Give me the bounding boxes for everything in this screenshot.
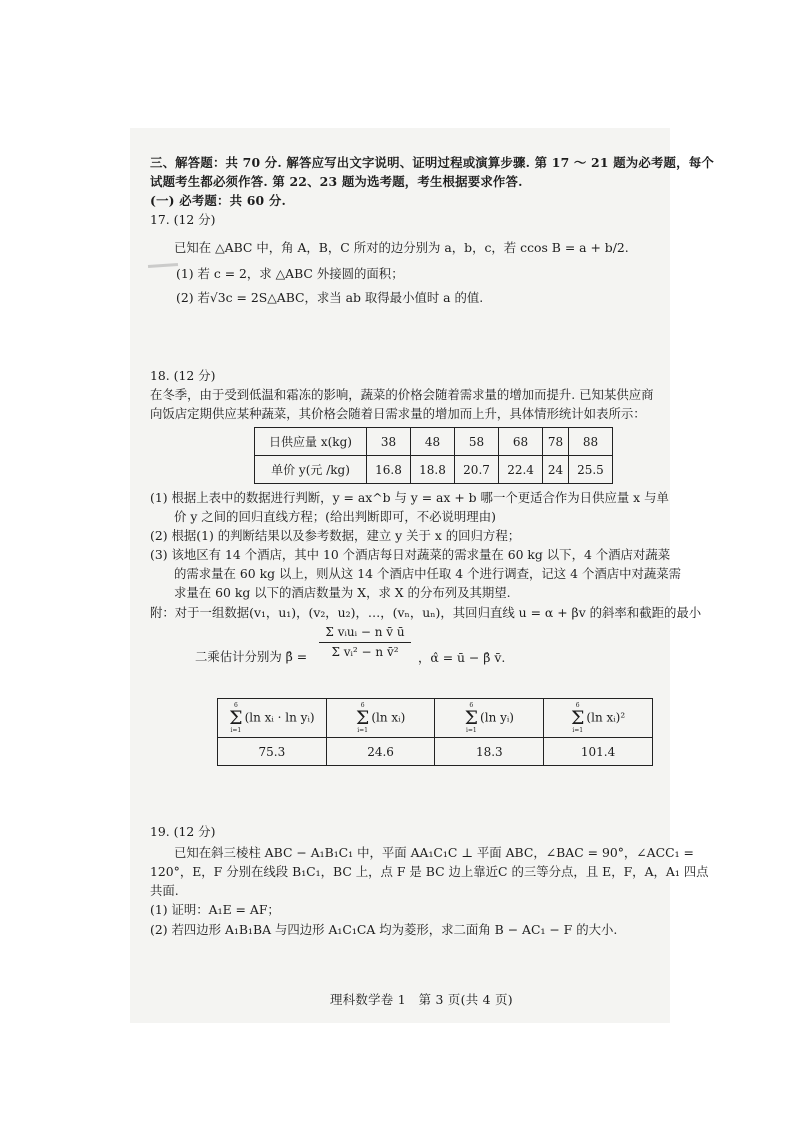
table-cell: 38 <box>367 428 411 456</box>
table-cell-header: 6 Σ i=1 (ln xᵢ) <box>326 699 435 738</box>
table-cell-header: 日供应量 x(kg) <box>255 428 367 456</box>
table-cell: 58 <box>455 428 499 456</box>
table-cell: 68 <box>499 428 543 456</box>
q17-part2: (2) 若√3c = 2S△ABC，求当 ab 取得最小值时 a 的值. <box>176 290 484 305</box>
regression-formula-fraction <box>319 625 411 659</box>
table-cell: 24 <box>543 456 569 484</box>
q18-part1-line2: 价 y 之间的回归直线方程；(给出判断即可，不必说明理由) <box>174 509 496 524</box>
fraction-bar <box>319 642 411 643</box>
q18-part3-line2: 的需求量在 60 kg 以上，则从这 14 个酒店中任取 4 个进行调查，记这 4 个酒店中对蔬菜需 <box>174 566 682 581</box>
q18-part3-line1: (3) 该地区有 14 个酒店，其中 10 个酒店每日对蔬菜的需求量在 60 kg 以下，4 个酒店对蔬菜 <box>150 547 671 562</box>
table-cell-header: 单价 y(元 /kg) <box>255 456 367 484</box>
table-cell: 16.8 <box>367 456 411 484</box>
q18-part3-line3: 求量在 60 kg 以下的酒店数量为 X，求 X 的分布列及其期望. <box>174 585 511 600</box>
q18-part1-line1: (1) 根据上表中的数据进行判断，y = ax^b 与 y = ax + b 哪一个更适合作为日供应量 x 与单 <box>150 490 669 505</box>
page-footer: 理科数学卷 1 第 3 页(共 4 页) <box>330 992 513 1007</box>
formula-denominator: Σ vᵢ² − n v̄² <box>331 645 399 659</box>
table-cell: 18.8 <box>411 456 455 484</box>
sigma-icon: 6 Σ i=1 <box>464 702 479 734</box>
table-cell: 88 <box>568 428 612 456</box>
sigma-icon: 6 Σ i=1 <box>229 702 243 734</box>
table-cell-header: 6 Σ i=1 (ln yᵢ) <box>435 699 544 738</box>
q19-stem-line1: 已知在斜三棱柱 ABC − A₁B₁C₁ 中，平面 AA₁C₁C ⊥ 平面 ABC，∠BAC = 90°，∠ACC₁ = <box>174 845 694 860</box>
table-cell: 101.4 <box>544 738 653 766</box>
table-cell: 18.3 <box>435 738 544 766</box>
table-cell: 78 <box>543 428 569 456</box>
section-header-line1: 三、解答题：共 70 分. 解答应写出文字说明、证明过程或演算步骤. 第 17 ～ 21 题为必考题，每个 <box>150 155 714 170</box>
table-cell: 24.6 <box>326 738 435 766</box>
supply-price-table <box>254 427 613 484</box>
table-row <box>255 428 613 456</box>
sigma-icon: 6 Σ i=1 <box>570 702 585 734</box>
reference-data-table <box>217 698 653 766</box>
q17-number: 17. (12 分) <box>150 212 216 227</box>
q18-stem-line1: 在冬季，由于受到低温和霜冻的影响，蔬菜的价格会随着需求量的增加而提升. 已知某供应商 <box>150 387 654 402</box>
table-cell: 22.4 <box>499 456 543 484</box>
q18-note-line1: 附：对于一组数据(v₁，u₁)，(v₂，u₂)，…，(vₙ，uₙ)，其回归直线 u = α + βv 的斜率和截距的最小 <box>150 605 702 620</box>
table-row <box>218 699 653 738</box>
q19-number: 19. (12 分) <box>150 824 216 839</box>
q17-stem: 已知在 △ABC 中，角 A，B，C 所对的边分别为 a，b，c，若 ccos B = a + b/2. <box>174 240 629 255</box>
q18-number: 18. (12 分) <box>150 368 216 383</box>
table-cell-header: 6 Σ i=1 (ln xᵢ · ln yᵢ) <box>218 699 327 738</box>
table-cell: 48 <box>411 428 455 456</box>
q19-stem-line3: 共面. <box>150 883 179 898</box>
table-cell: 20.7 <box>455 456 499 484</box>
q18-note-line2-prefix: 二乘估计分别为 β̂ = <box>195 649 308 664</box>
q19-part2: (2) 若四边形 A₁B₁BA 与四边形 A₁C₁CA 均为菱形，求二面角 B − AC₁ − F 的大小. <box>150 922 618 937</box>
table-cell-header: 6 Σ i=1 (ln xᵢ)² <box>544 699 653 738</box>
table-row <box>255 456 613 484</box>
table-cell: 25.5 <box>568 456 612 484</box>
section-header-line2: 试题考生都必须作答. 第 22、23 题为选考题，考生根据要求作答. <box>150 174 523 189</box>
q18-stem-line2: 向饭店定期供应某种蔬菜，其价格会随着日需求量的增加而上升，具体情形统计如表所示： <box>150 406 646 421</box>
required-section-title: (一) 必考题：共 60 分. <box>150 193 286 208</box>
sigma-icon: 6 Σ i=1 <box>355 702 370 734</box>
q19-stem-line2: 120°，E，F 分别在线段 B₁C₁，BC 上，点 F 是 BC 边上靠近C 的三等分点，且 E，F，A，A₁ 四点 <box>150 864 709 879</box>
q17-part1: (1) 若 c = 2，求 △ABC 外接圆的面积； <box>176 266 404 281</box>
formula-intercept: ，α̂ = ū − β̂ v̄. <box>418 650 506 665</box>
table-cell: 75.3 <box>218 738 327 766</box>
table-row <box>218 738 653 766</box>
formula-numerator: Σ vᵢuᵢ − n v̄ ū <box>325 625 405 639</box>
q19-part1: (1) 证明：A₁E = AF； <box>150 902 280 917</box>
q18-part2: (2) 根据(1) 的判断结果以及参考数据，建立 y 关于 x 的回归方程； <box>150 528 521 543</box>
